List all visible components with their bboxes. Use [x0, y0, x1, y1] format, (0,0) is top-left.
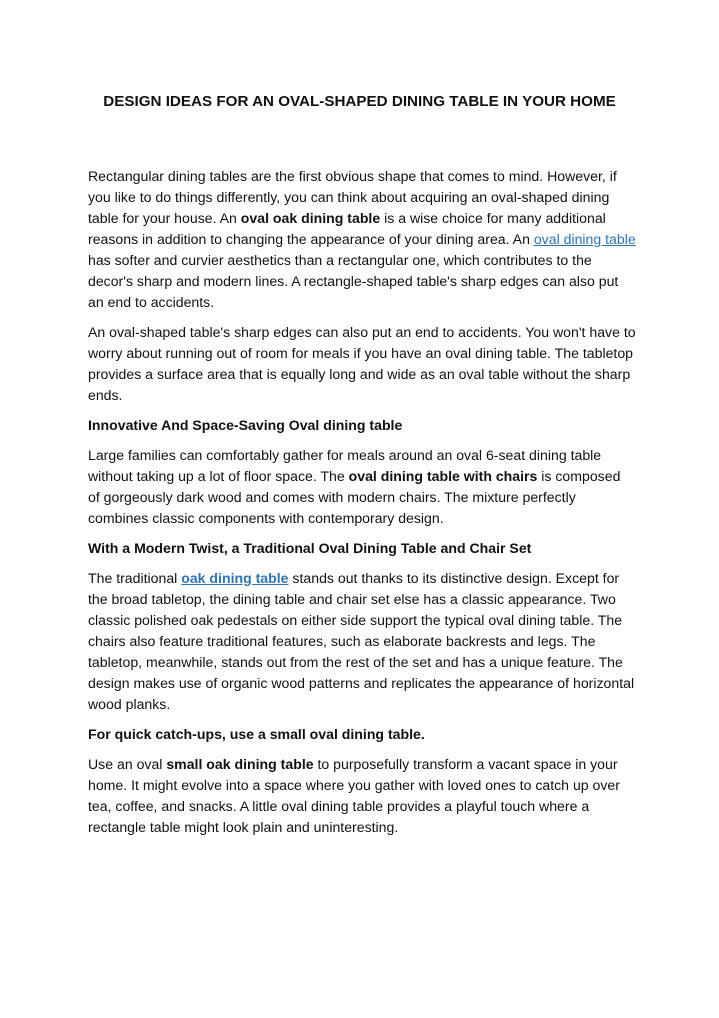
traditional-text-2: stands out thanks to its distinctive design. Except for the broad tabletop, the dining table and chair set else has a classic appearance. Two classic polished oak pedestals on either side support the typical oval dining table. The chairs also feature traditional features, such as elaborate backrests and legs. The tabletop, meanwhile, stands out from the rest of the set and has a unique feature. The design makes use of organic wood patterns and replicates the appearance of horizontal wood planks. [88, 570, 635, 712]
intro-paragraph [88, 166, 636, 313]
small-table-text-2: to purposefully transform a vacant space in your home. It might evolve into a space where you gather with loved ones to catch up over tea, coffee, and snacks. A little oval dining table provides a playful touch where a rectangle table might look plain and uninteresting. [88, 756, 620, 835]
small-table-text-1: Use an oval [88, 756, 167, 772]
section-heading-small-table: For quick catch-ups, use a small oval dining table. [88, 726, 425, 742]
space-saving-text-1: Large families can comfortably gather for meals around an oval 6-seat dining table without taking up a lot of floor space. The [88, 447, 602, 484]
oak-dining-table-link[interactable]: oak dining table [181, 570, 289, 586]
intro-text-3: has softer and curvier aesthetics than a rectangular one, which contributes to the decor's sharp and modern lines. A rectangle-shaped table's sharp edges can also put an end to accidents. [88, 252, 619, 310]
space-saving-bold-term: oval dining table with chairs [348, 468, 538, 484]
traditional-paragraph [88, 568, 636, 715]
space-saving-paragraph [88, 445, 636, 529]
intro-text-2: is a wise choice for many additional reasons in addition to changing the appearance of your dining area. An [88, 210, 606, 247]
small-table-paragraph [88, 754, 636, 838]
section-heading-space-saving: Innovative And Space-Saving Oval dining table [88, 417, 403, 433]
section-heading-traditional: With a Modern Twist, a Traditional Oval Dining Table and Chair Set [88, 540, 532, 556]
space-saving-text-2: is composed of gorgeously dark wood and comes with modern chairs. The mixture perfectly combines classic components with contemporary design. [88, 468, 621, 526]
intro-text-1: Rectangular dining tables are the first obvious shape that comes to mind. However, if you like to do things differently, you can think about acquiring an oval-shaped dining table for your house. An [88, 168, 617, 226]
document-body [88, 166, 636, 847]
intro-bold-term: oval oak dining table [240, 210, 381, 226]
traditional-text-1: The traditional [88, 570, 182, 586]
oval-dining-table-link[interactable]: oval dining table [533, 231, 636, 247]
accidents-paragraph: An oval-shaped table's sharp edges can also put an end to accidents. You won't have to worry about running out of room for meals if you have an oval dining table. The tabletop provides a surface area that is equally long and wide as an oval table without the sharp ends. [88, 324, 636, 403]
small-table-bold-term: small oak dining table [166, 756, 314, 772]
document-title: DESIGN IDEAS FOR AN OVAL-SHAPED DINING TABLE IN YOUR HOME [103, 93, 616, 110]
